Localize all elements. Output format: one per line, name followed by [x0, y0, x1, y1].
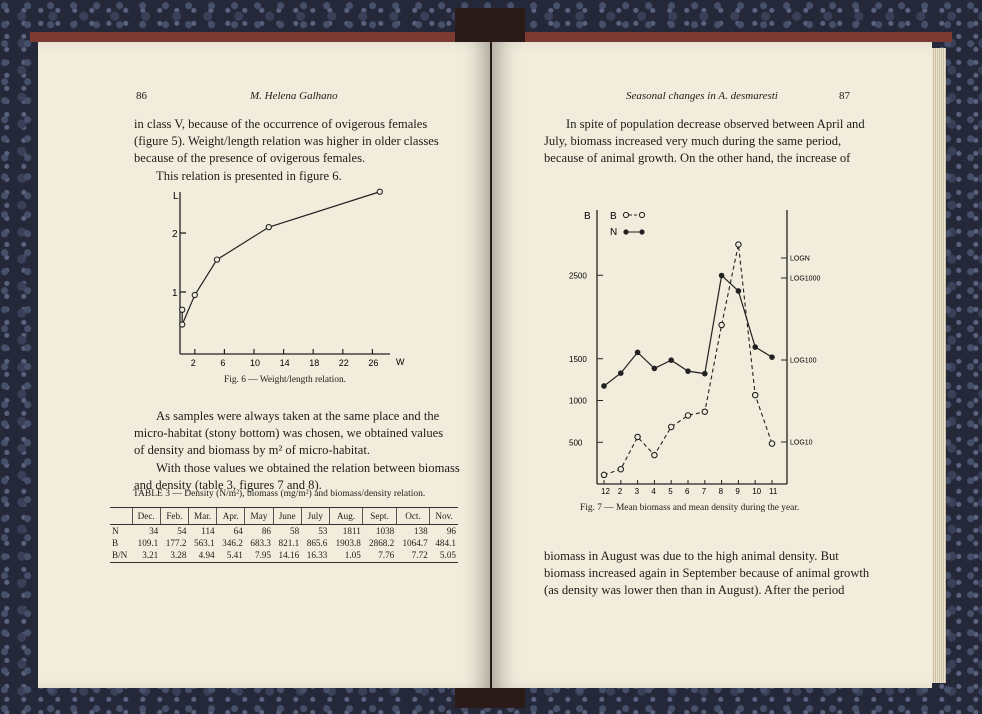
table-cell: 2868.2	[369, 538, 395, 548]
table-cell: 53	[318, 526, 328, 536]
data-point-n	[601, 383, 607, 389]
table-cell: 563.1	[193, 538, 215, 548]
data-point-n	[668, 357, 674, 363]
data-point-b	[618, 467, 623, 472]
table-cell: 1903.8	[335, 538, 361, 548]
table-cell: 7.95	[245, 549, 273, 563]
x-tick-label: 12	[601, 487, 610, 496]
right-page	[492, 42, 932, 688]
data-point-b	[685, 413, 690, 418]
x-tick-label: 8	[718, 487, 724, 496]
paragraph-3	[134, 408, 490, 494]
table-cell: 1811	[342, 526, 361, 536]
left-tick-labels	[569, 271, 603, 447]
text-line: biomass increased again in September because of animal growth	[544, 566, 870, 581]
table-cell: 3.28	[160, 549, 188, 563]
data-point-n	[769, 354, 775, 360]
table-cell: 5.41	[217, 549, 245, 563]
table-cell: 1064.7	[402, 538, 428, 548]
legend-marker-b	[639, 212, 644, 217]
y-tick-label: 2	[172, 229, 178, 240]
y-tick-label: 1	[172, 288, 178, 299]
table-cell: 14.16	[273, 549, 301, 563]
data-point	[377, 189, 382, 194]
right-axis-label: LOG10	[790, 439, 813, 447]
data-point	[214, 257, 219, 262]
table-cell: 1038	[375, 526, 395, 536]
column-header: Nov.	[430, 508, 458, 525]
text-line: in class V, because of the occurrence of ovigerous females	[134, 117, 428, 131]
text-line: As samples were always taken at the same place and the	[156, 409, 440, 423]
legend-label-b: B	[610, 211, 617, 222]
figure-7-caption: Fig. 7 — Mean biomass and mean density during the year.	[580, 503, 800, 513]
legend-marker-b	[623, 212, 628, 217]
figure-6-chart	[158, 184, 418, 380]
table-cell: 114	[201, 526, 215, 536]
figure-6-caption: Fig. 6 — Weight/length relation.	[224, 375, 346, 385]
table-cell: 177.2	[165, 538, 187, 548]
data-point-n	[652, 366, 658, 372]
text-line: July, biomass increased very much during the same period,	[544, 134, 842, 149]
x-tick-label: 7	[701, 487, 707, 496]
table-3-caption: TABLE 3 — Density (N/m²), biomass (mg/m²) and biomass/density relation.	[133, 489, 426, 499]
data-point-b	[601, 472, 606, 477]
x-tick-label: 3	[634, 487, 640, 496]
left-tick-label: 2500	[569, 271, 587, 281]
text-line: biomass in August was due to the high animal density. But	[544, 549, 839, 563]
table-cell: 54	[177, 526, 187, 536]
column-header	[110, 508, 132, 525]
data-point-b	[702, 409, 707, 414]
data-point-n	[635, 350, 641, 356]
table-cell: 484.1	[435, 538, 456, 548]
text-line: micro-habitat (stony bottom) was chosen, we obtained values	[134, 426, 444, 441]
column-header: Oct.	[396, 508, 429, 525]
x-tick-label: 4	[651, 487, 656, 496]
x-tick-labels	[191, 349, 379, 368]
table-cell: B	[112, 538, 119, 548]
right-axis-label: LOG100	[790, 357, 817, 365]
left-page	[38, 42, 490, 688]
column-header: Dec.	[132, 508, 160, 525]
text-line: In spite of population decrease observed between April and	[566, 117, 865, 131]
data-point	[180, 307, 185, 312]
text-line: (as density was lower then than in August). After the period	[544, 583, 845, 598]
x-tick-label: 26	[368, 358, 379, 368]
table-cell: 821.1	[278, 538, 300, 548]
column-header: Sept.	[363, 508, 396, 525]
left-tick-label: 1000	[569, 396, 587, 406]
data-point-b	[669, 424, 674, 429]
table-cell: N	[112, 526, 119, 536]
x-tick-label: 22	[338, 358, 349, 368]
table-cell: 346.2	[222, 538, 243, 548]
x-tick-label: 10	[752, 487, 762, 496]
table-cell: 4.94	[188, 549, 216, 563]
left-tick-label: 500	[569, 438, 583, 448]
series-line	[182, 192, 380, 325]
table-cell: 7.76	[363, 549, 396, 563]
table-row	[110, 525, 458, 538]
text-line: of density and biomass by m² of micro-habitat.	[134, 443, 371, 458]
table-row	[110, 549, 458, 563]
running-head-left: M. Helena Galhano	[250, 90, 338, 102]
left-axis-label: B	[584, 211, 591, 222]
x-tick-label: 2	[617, 487, 623, 496]
legend-marker-n	[623, 229, 628, 234]
table-row	[110, 537, 458, 549]
data-point-n	[685, 368, 691, 374]
x-axis-label: W	[396, 357, 405, 367]
table-body	[110, 525, 458, 563]
right-axis-label: LOG1000	[790, 275, 821, 283]
table-cell: 7.72	[396, 549, 429, 563]
x-tick-label: 10	[250, 358, 261, 368]
x-tick-labels	[601, 480, 778, 496]
text-line: because of animal growth. On the other hand, the increase of	[544, 151, 851, 166]
page-number-left: 86	[136, 90, 147, 102]
table-cell: 58	[290, 526, 300, 536]
table-cell: B/N	[110, 549, 132, 563]
table-cell: 109.1	[137, 538, 159, 548]
column-header: July	[301, 508, 329, 525]
data-point-n	[618, 370, 624, 376]
table-header-row	[110, 508, 458, 525]
data-point-b	[635, 434, 640, 439]
table-cell: 16.33	[301, 549, 329, 563]
table-cell: 683.3	[250, 538, 272, 548]
y-axis-label: L	[173, 191, 179, 202]
left-tick-label: 1500	[569, 354, 587, 364]
data-point	[180, 322, 185, 327]
data-point-n	[752, 344, 758, 350]
data-point-b	[769, 441, 774, 446]
table-cell: 64	[233, 526, 243, 536]
column-header: Mar.	[188, 508, 216, 525]
table-cell: 5.05	[430, 549, 458, 563]
data-point	[192, 292, 197, 297]
table-cell: 86	[261, 526, 272, 536]
column-header: May	[245, 508, 273, 525]
weight-length-series	[180, 189, 383, 327]
x-tick-label: 2	[190, 358, 196, 368]
table-3	[110, 507, 458, 563]
data-point-b	[753, 392, 758, 397]
data-point-b	[736, 242, 741, 247]
column-header: Feb.	[160, 508, 188, 525]
table-cell: 865.6	[306, 538, 328, 548]
column-header: Apr.	[217, 508, 245, 525]
data-point-n	[736, 288, 742, 294]
x-tick-label: 6	[685, 487, 690, 496]
running-head-right: Seasonal changes in A. desmaresti	[626, 90, 778, 102]
text-line: This relation is presented in figure 6.	[156, 168, 342, 183]
data-point-b	[719, 322, 724, 327]
x-tick-label: 14	[279, 358, 290, 368]
paragraph-1	[134, 116, 490, 185]
x-tick-label: 9	[735, 487, 740, 496]
data-point-n	[719, 273, 725, 279]
data-point-n	[702, 371, 708, 377]
column-header: Aug.	[329, 508, 362, 525]
x-tick-label: 5	[668, 487, 673, 496]
legend-marker-n	[639, 229, 644, 234]
legend	[610, 211, 645, 238]
x-tick-label: 11	[769, 487, 778, 496]
figure-7-series	[601, 242, 775, 478]
text-line: because of the presence of ovigerous females.	[134, 151, 366, 166]
text-line: (figure 5). Weight/length relation was higher in older classes	[134, 134, 439, 149]
right-axis-label: LOGN	[790, 255, 810, 263]
table-cell: 34	[149, 526, 159, 536]
table-cell: 96	[446, 526, 456, 536]
data-point-b	[652, 452, 657, 457]
column-header: June	[273, 508, 301, 525]
series-line-b	[604, 245, 772, 475]
x-tick-label: 18	[309, 358, 320, 368]
text-line: and density (table 3, figures 7 and 8).	[134, 477, 322, 492]
figure-7-chart	[562, 202, 842, 502]
data-point	[266, 225, 271, 230]
x-tick-label: 6	[220, 358, 226, 368]
paragraph-right-1	[544, 116, 904, 168]
page-number-right: 87	[839, 90, 850, 102]
table-cell: 1.05	[329, 549, 362, 563]
text-line: With those values we obtained the relation between biomass	[156, 460, 460, 475]
legend-label-n: N	[610, 227, 618, 238]
table-cell: 138	[413, 526, 428, 536]
page-edges	[932, 48, 946, 683]
table-cell: 3.21	[132, 549, 160, 563]
paragraph-right-2	[544, 548, 904, 600]
